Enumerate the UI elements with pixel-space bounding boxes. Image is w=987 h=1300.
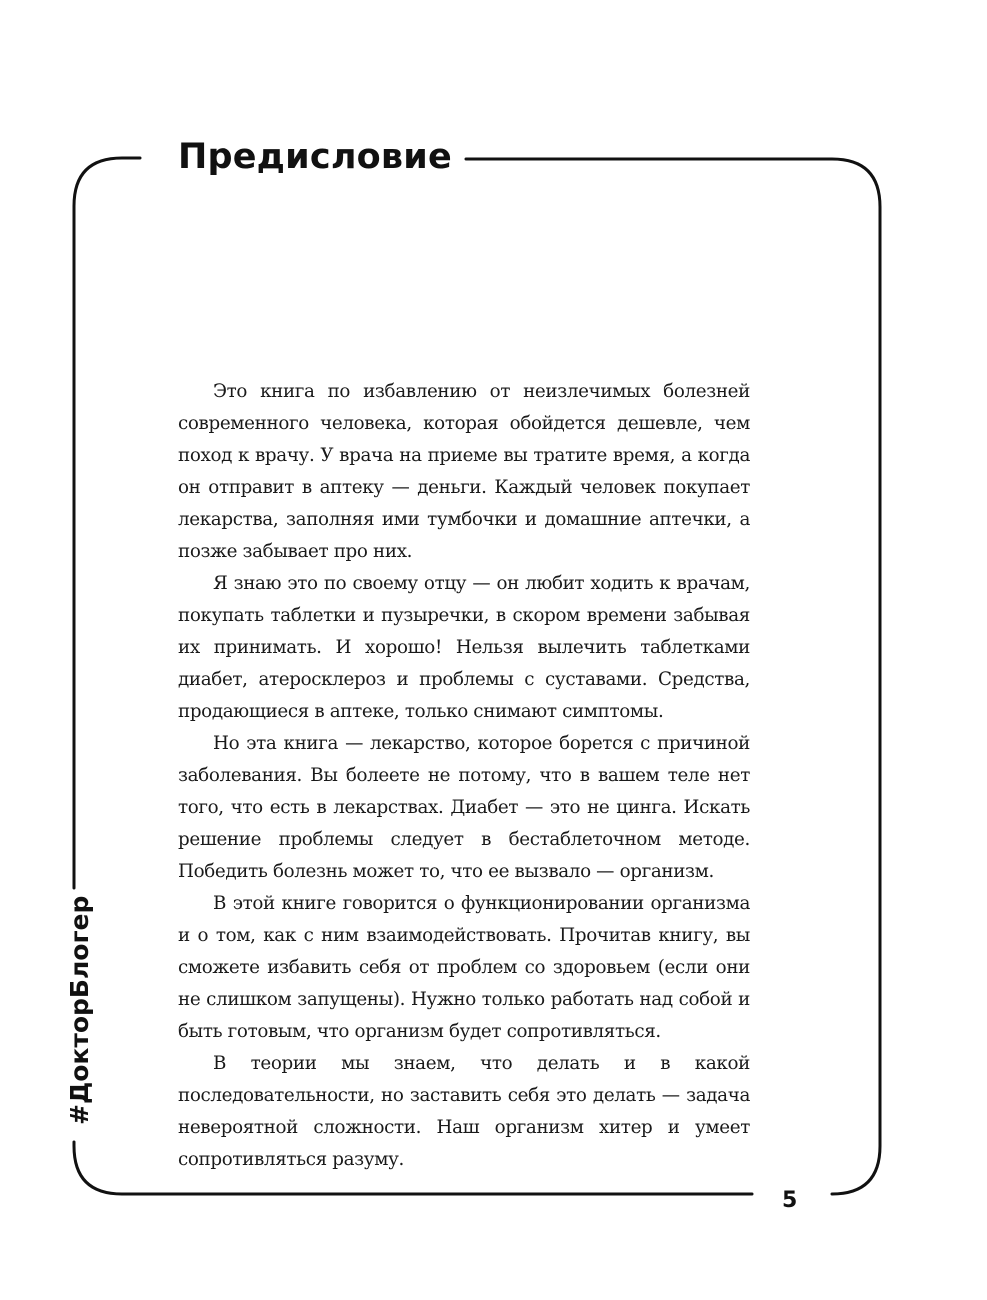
paragraph: Это книга по избавлению от неизлечимых болезней современного человека, которая обойдется дешевле, чем поход к врачу. У врача на приеме вы тратите время, а когда он отправит в аптеку — деньги. Каждый человек покупает лекарства, заполняя ими тумбочки и домашние аптечки, а позже забывает про них.: [178, 381, 750, 562]
body-text: [178, 376, 750, 1176]
page-number: 5: [782, 1188, 798, 1213]
frame-left-upper-line: [74, 158, 140, 888]
paragraph: Но эта книга — лекарство, которое борется с причиной заболевания. Вы болеете не потому, что в вашем теле нет того, что есть в лекарствах. Диабет — это не цинга. Искать решение проблемы следует в бестаблеточном методе. Победить болезнь может то, что ее вызвало — организм.: [178, 733, 750, 882]
page-title: Предисловие: [178, 137, 452, 177]
paragraph: В теории мы знаем, что делать и в какой последовательности, но заставить себя это делать — задача невероятной сложности. Наш организм хитер и умеет сопротивляться разуму.: [178, 1053, 750, 1170]
paragraph: Я знаю это по своему отцу — он любит ходить к врачам, покупать таблетки и пузыречки, в скором времени забывая их принимать. И хорошо! Нельзя вылечить таблетками диабет, атеросклероз и проблемы с суставами. Средства, продающиеся в аптеке, только снимают симптомы.: [178, 573, 750, 722]
paragraph: В этой книге говорится о функционировании организма и о том, как с ним взаимодействовать. Прочитав книгу, вы сможете избавить себя от проблем со здоровьем (если они не слишком запущены). Нужно только работать над собой и быть готовым, что организм будет сопротивляться.: [178, 893, 750, 1042]
side-hashtag-text: #ДокторБлогер: [65, 895, 94, 1125]
